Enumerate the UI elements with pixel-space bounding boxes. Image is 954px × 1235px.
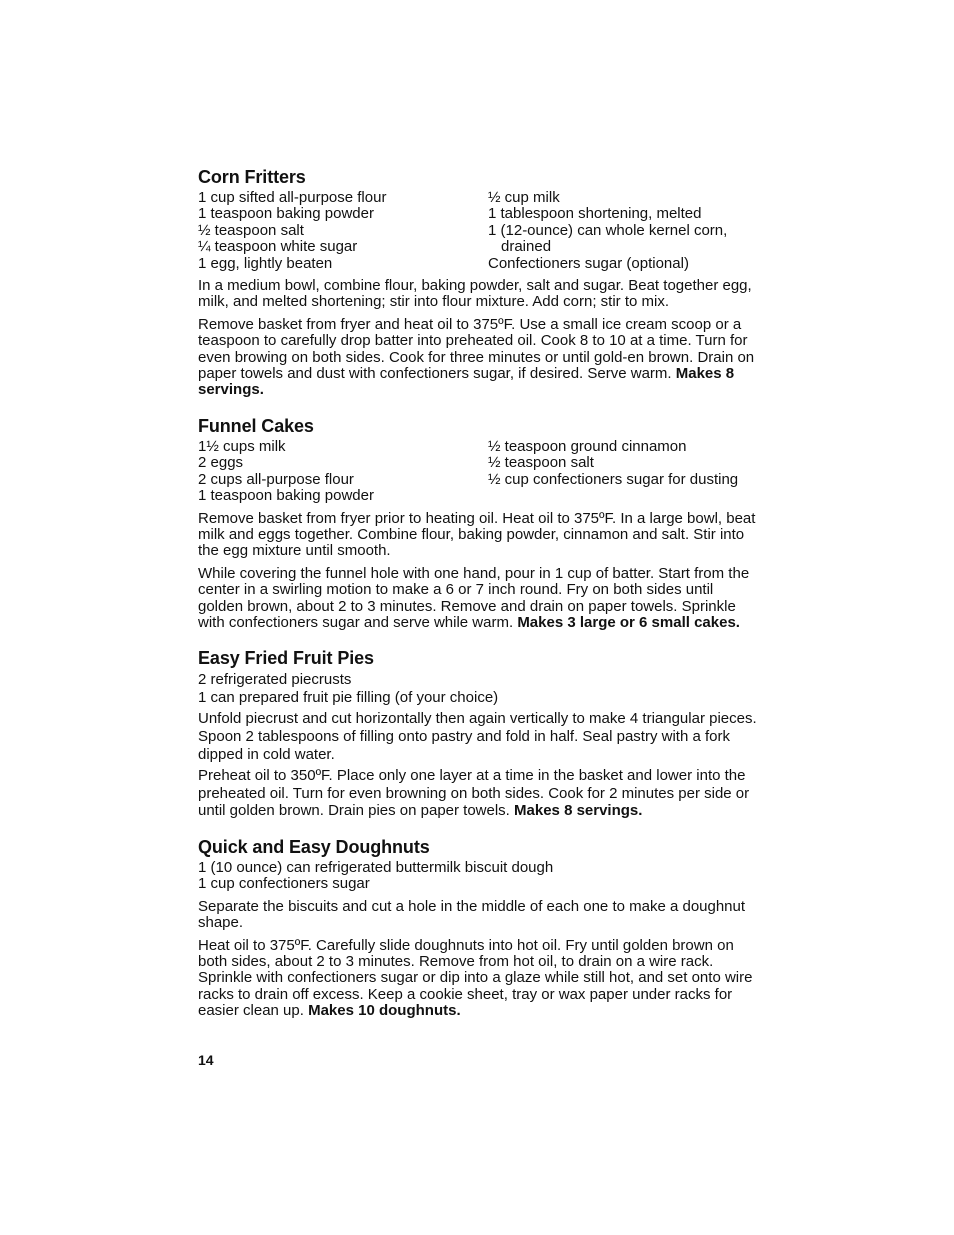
instruction-paragraph bbox=[198, 317, 760, 399]
ingredient-item: Confectioners sugar (optional) bbox=[488, 254, 689, 272]
recipe-title: Quick and Easy Doughnuts bbox=[198, 836, 430, 857]
instruction-text: Heat oil to 375ºF. Carefully slide doughnuts into hot oil. Fry until golden brown on both sides, about 2 to 3 minutes. Remove from hot oil, to drain on a wire rack. Sprinkle with confectioners sugar or dip into a glaze while still hot, and set onto wire racks to drain off excess. Keep a cookie sheet, tray or wax paper under racks for easier clean up. bbox=[198, 936, 753, 1020]
instruction-paragraph bbox=[198, 938, 760, 1020]
recipe-corn-fritters bbox=[198, 166, 760, 399]
recipe-title: Easy Fried Fruit Pies bbox=[198, 648, 374, 669]
recipe-page bbox=[198, 166, 760, 1036]
ingredient-item: ½ teaspoon ground cinnamon bbox=[488, 437, 687, 455]
instruction-paragraph: Remove basket from fryer prior to heating oil. Heat oil to 375ºF. In a large bowl, beat milk and eggs together. Combine flour, baking powder, cinnamon and salt. Stir into the egg mixture until smooth. bbox=[198, 509, 756, 560]
ingredient-column-left bbox=[198, 190, 488, 272]
ingredient-item: ½ cup milk bbox=[488, 189, 560, 206]
instruction-paragraph bbox=[198, 566, 760, 632]
ingredient-item: 2 refrigerated piecrusts bbox=[198, 671, 352, 689]
ingredient-column-left bbox=[198, 439, 488, 505]
instruction-text: Remove basket from fryer and heat oil to 375ºF. Use a small ice cream scoop or a teaspoon to carefully drop batter into preheated oil. Cook 8 to 10 at a time. Turn for even browing on both sides. Cook for three minutes or until gold-en brown. Drain on paper towels and dust with confectioners sugar, if desired. Serve warm. bbox=[198, 315, 755, 383]
recipe-title: Funnel Cakes bbox=[198, 415, 314, 436]
ingredient-list bbox=[198, 860, 760, 893]
ingredient-item: ½ teaspoon salt bbox=[198, 221, 304, 239]
recipe-funnel-cakes bbox=[198, 415, 760, 631]
ingredient-list bbox=[198, 190, 760, 272]
instruction-paragraph: Unfold piecrust and cut horizontally then again vertically to make 4 triangular pieces. Spoon 2 tablespoons of filling onto pastry and fold in half. Seal pastry with a fork dipped in cold water. bbox=[198, 710, 757, 763]
instruction-text: Preheat oil to 350ºF. Place only one layer at a time in the basket and lower into the preheated oil. Turn for even browning on both sides. Cook for 2 minutes per side or until golden brown. Drain pies on paper towels. bbox=[198, 767, 750, 820]
instruction-paragraph bbox=[198, 767, 760, 820]
ingredient-list bbox=[198, 671, 760, 706]
ingredient-item: ¼ teaspoon white sugar bbox=[198, 238, 358, 256]
ingredient-item: 1 cup confectioners sugar bbox=[198, 875, 370, 893]
recipe-yield: Makes 10 doughnuts. bbox=[308, 1002, 461, 1020]
ingredient-list bbox=[198, 439, 760, 505]
ingredient-item: 2 cups all-purpose flour bbox=[198, 470, 354, 488]
ingredient-item: 1 can prepared fruit pie filling (of your choice) bbox=[198, 688, 499, 706]
instruction-paragraph: Separate the biscuits and cut a hole in the middle of each one to make a doughnut shape. bbox=[198, 897, 746, 932]
recipe-fried-fruit-pies bbox=[198, 647, 760, 820]
recipe-yield: Makes 8 servings. bbox=[514, 802, 643, 820]
page-number: 14 bbox=[198, 1052, 214, 1068]
ingredient-item: 1½ cups milk bbox=[198, 437, 286, 455]
ingredient-item: ½ teaspoon salt bbox=[488, 454, 594, 472]
ingredient-column-right bbox=[488, 190, 760, 272]
ingredient-item: drained bbox=[501, 238, 552, 256]
ingredient-item: 1 teaspoon baking powder bbox=[198, 205, 374, 223]
recipe-yield: Makes 8 servings. bbox=[198, 365, 735, 399]
ingredient-item: 1 teaspoon baking powder bbox=[198, 487, 374, 505]
ingredient-item: 1 (12-ounce) can whole kernel corn, bbox=[488, 221, 728, 239]
recipe-yield: Makes 3 large or 6 small cakes. bbox=[517, 613, 740, 631]
ingredient-item: 1 egg, lightly beaten bbox=[198, 254, 333, 272]
instruction-paragraph: In a medium bowl, combine flour, baking powder, salt and sugar. Beat together egg, milk, and melted shortening; stir into flour mixture. Add corn; stir to mix. bbox=[198, 277, 752, 311]
ingredient-item: 1 tablespoon shortening, melted bbox=[488, 205, 702, 223]
ingredient-item: 1 (10 ounce) can refrigerated buttermilk biscuit dough bbox=[198, 858, 554, 876]
recipe-doughnuts bbox=[198, 836, 760, 1020]
instruction-text: While covering the funnel hole with one hand, pour in 1 cup of batter. Start from the center in a swirling motion to make a 6 or 7 inch round. Fry on both sides until golden brown, about 2 to 3 minutes. Remove and drain on paper towels. Sprinkle with confectioners sugar and serve while warm. bbox=[198, 564, 750, 631]
ingredient-item: 2 eggs bbox=[198, 454, 244, 472]
ingredient-column-right bbox=[488, 439, 760, 505]
ingredient-item: ½ cup confectioners sugar for dusting bbox=[488, 470, 739, 488]
ingredient-item: 1 cup sifted all-purpose flour bbox=[198, 189, 387, 206]
recipe-title: Corn Fritters bbox=[198, 167, 306, 187]
